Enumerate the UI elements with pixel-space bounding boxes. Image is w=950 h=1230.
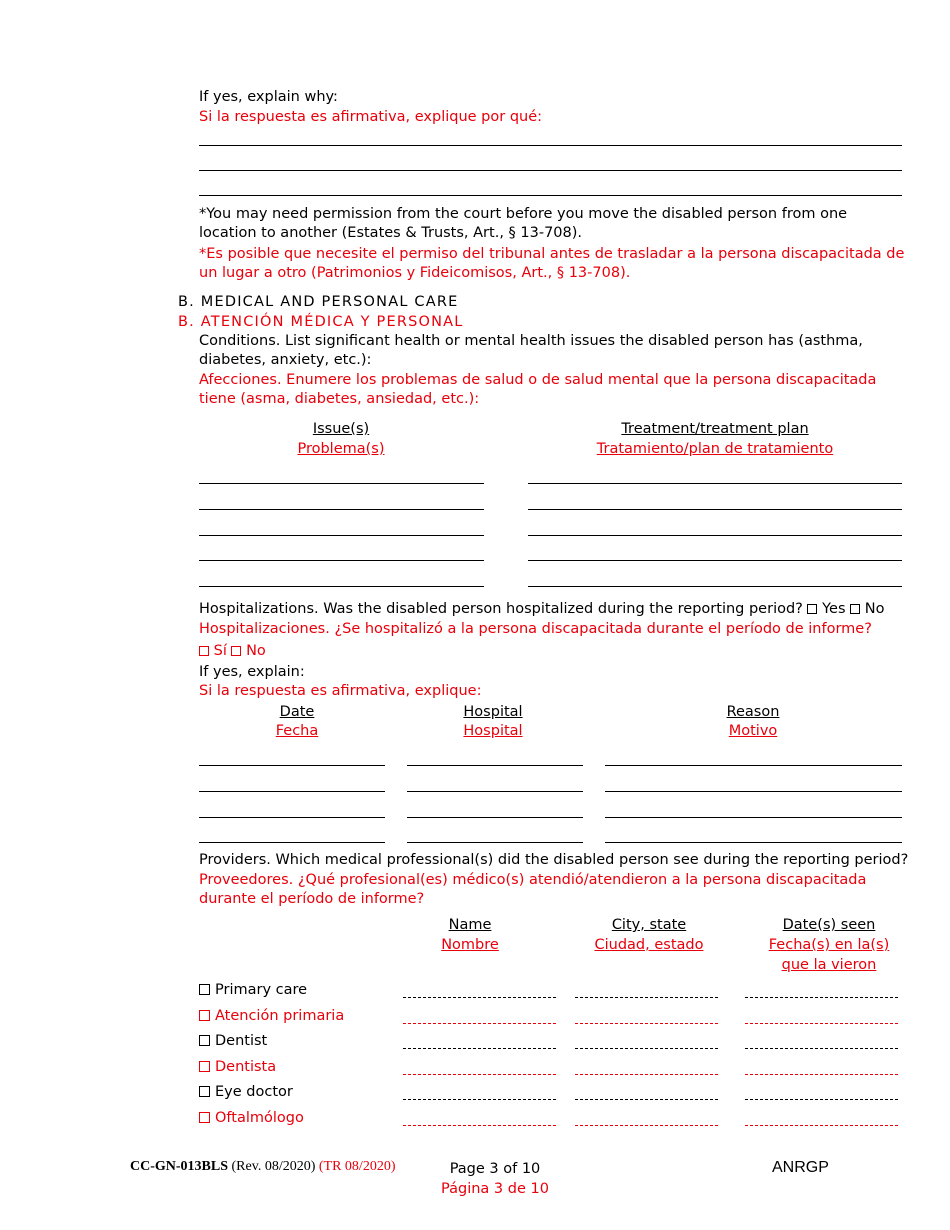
col-date: Date — [279, 704, 315, 720]
date-line[interactable] — [199, 817, 385, 818]
issue-line[interactable] — [199, 586, 484, 587]
provider-label: Primary care — [215, 982, 308, 998]
page-number-es: Página 3 de 10 — [441, 1181, 549, 1197]
dates-field[interactable] — [745, 1125, 898, 1126]
checkbox[interactable] — [199, 1112, 210, 1123]
explain-line-1[interactable] — [199, 145, 902, 146]
col-name: Name — [448, 917, 492, 933]
explain-why-label-es: Si la respuesta es afirmativa, explique por qué: — [199, 109, 543, 125]
dates-field[interactable] — [745, 1023, 898, 1024]
dates-field[interactable] — [745, 997, 898, 998]
treatment-line[interactable] — [528, 483, 902, 484]
col-dates: Date(s) seen — [782, 917, 876, 933]
checkbox[interactable] — [199, 1061, 210, 1072]
date-line[interactable] — [199, 765, 385, 766]
name-field[interactable] — [403, 1099, 556, 1100]
city-field[interactable] — [575, 1074, 718, 1075]
name-field[interactable] — [403, 1074, 556, 1075]
hospital-line[interactable] — [407, 765, 583, 766]
col-dates-es-2: que la vieron — [781, 957, 877, 973]
col-date-es: Fecha — [275, 723, 319, 739]
hospitalizations-options-es — [199, 642, 266, 661]
name-field[interactable] — [403, 1048, 556, 1049]
provider-label: Oftalmólogo — [215, 1110, 304, 1126]
name-field[interactable] — [403, 1023, 556, 1024]
provider-label: Dentist — [215, 1033, 268, 1049]
checkbox[interactable] — [199, 984, 210, 995]
no-checkbox[interactable] — [850, 604, 860, 614]
explain-why-label: If yes, explain why: — [199, 89, 338, 105]
city-field[interactable] — [575, 1023, 718, 1024]
form-id: CC-GN-013BLS — [130, 1159, 229, 1174]
provider-row-eye-doctor — [199, 1083, 293, 1102]
name-field[interactable] — [403, 997, 556, 998]
if-yes-explain-es: Si la respuesta es afirmativa, explique: — [199, 683, 482, 699]
provider-label: Eye doctor — [215, 1084, 293, 1100]
no-checkbox-es[interactable] — [231, 646, 241, 656]
form-tr: (TR 08/2020) — [318, 1159, 396, 1174]
col-reason-es: Motivo — [728, 723, 778, 739]
provider-row-atencion-primaria — [199, 1007, 344, 1026]
explain-line-3[interactable] — [199, 195, 902, 196]
col-issue-es: Problema(s) — [297, 441, 385, 457]
provider-label: Dentista — [215, 1059, 277, 1075]
treatment-line[interactable] — [528, 535, 902, 536]
hospitalizations-text-es: Hospitalizaciones. ¿Se hospitalizó a la persona discapacitada durante el período de informe? — [199, 621, 872, 637]
si-label: Sí — [213, 643, 227, 659]
date-line[interactable] — [199, 791, 385, 792]
city-field[interactable] — [575, 1125, 718, 1126]
reason-line[interactable] — [605, 842, 902, 843]
city-field[interactable] — [575, 1099, 718, 1100]
yes-checkbox[interactable] — [807, 604, 817, 614]
reason-line[interactable] — [605, 765, 902, 766]
checkbox[interactable] — [199, 1086, 210, 1097]
col-dates-es-1: Fecha(s) en la(s) — [768, 937, 890, 953]
checkbox[interactable] — [199, 1010, 210, 1021]
col-treatment: Treatment/treatment plan — [621, 421, 809, 437]
dates-field[interactable] — [745, 1048, 898, 1049]
no-label-es: No — [246, 643, 266, 659]
si-checkbox[interactable] — [199, 646, 209, 656]
anr-code: ANRGP — [772, 1159, 829, 1176]
conditions-text: Conditions. List significant health or mental health issues the disabled person has (asthma, diabetes, anxiety, etc.): — [199, 333, 863, 368]
provider-row-primary-care — [199, 981, 307, 1000]
treatment-line[interactable] — [528, 586, 902, 587]
issue-line[interactable] — [199, 509, 484, 510]
reason-line[interactable] — [605, 791, 902, 792]
hospitalizations-text: Hospitalizations. Was the disabled person hospitalized during the reporting period? — [199, 601, 803, 617]
city-field[interactable] — [575, 997, 718, 998]
permission-note: *You may need permission from the court before you move the disabled person from one location to another (Estates & Trusts, Art., § 13-708). — [199, 206, 848, 241]
dates-field[interactable] — [745, 1099, 898, 1100]
conditions-text-es: Afecciones. Enumere los problemas de salud o de salud mental que la persona discapacitada tiene (asma, diabetes, ansiedad, etc.): — [199, 372, 877, 407]
providers-text: Providers. Which medical professional(s) did the disabled person see during the reporting period? — [199, 852, 909, 868]
explain-line-2[interactable] — [199, 170, 902, 171]
col-city: City, state — [611, 917, 687, 933]
city-field[interactable] — [575, 1048, 718, 1049]
issue-line[interactable] — [199, 535, 484, 536]
col-name-es: Nombre — [441, 937, 499, 953]
form-code — [130, 1157, 395, 1176]
treatment-line[interactable] — [528, 509, 902, 510]
hospitalizations-question — [199, 600, 884, 619]
col-city-es: Ciudad, estado — [594, 937, 704, 953]
col-treatment-es: Tratamiento/plan de tratamiento — [596, 441, 834, 457]
treatment-line[interactable] — [528, 560, 902, 561]
no-label: No — [864, 601, 885, 617]
issue-line[interactable] — [199, 560, 484, 561]
checkbox[interactable] — [199, 1035, 210, 1046]
page-number: Page 3 of 10 — [449, 1161, 541, 1177]
provider-row-oftalmologo — [199, 1109, 304, 1128]
section-b-heading-es: B. ATENCIÓN MÉDICA Y PERSONAL — [178, 314, 464, 330]
section-b-heading: B. MEDICAL AND PERSONAL CARE — [178, 294, 459, 310]
provider-label: Atención primaria — [215, 1008, 345, 1024]
form-rev: (Rev. 08/2020) — [231, 1159, 316, 1174]
name-field[interactable] — [403, 1125, 556, 1126]
yes-label: Yes — [822, 601, 846, 617]
if-yes-explain: If yes, explain: — [199, 664, 305, 680]
permission-note-es: *Es posible que necesite el permiso del tribunal antes de trasladar a la persona discapacitada de un lugar a otro (Patrimonios y Fideicomisos, Art., § 13-708). — [199, 246, 905, 281]
provider-row-dentist — [199, 1032, 267, 1051]
providers-text-es: Proveedores. ¿Qué profesional(es) médico(s) atendió/atendieron a la persona discapacitada durante el período de informe? — [199, 872, 867, 907]
reason-line[interactable] — [605, 817, 902, 818]
col-issue: Issue(s) — [312, 421, 370, 437]
provider-row-dentista — [199, 1058, 276, 1077]
hospital-line[interactable] — [407, 791, 583, 792]
col-hospital-es: Hospital — [463, 723, 523, 739]
col-reason: Reason — [726, 704, 780, 720]
dates-field[interactable] — [745, 1074, 898, 1075]
hospital-line[interactable] — [407, 842, 583, 843]
hospital-line[interactable] — [407, 817, 583, 818]
col-hospital: Hospital — [463, 704, 523, 720]
issue-line[interactable] — [199, 483, 484, 484]
date-line[interactable] — [199, 842, 385, 843]
